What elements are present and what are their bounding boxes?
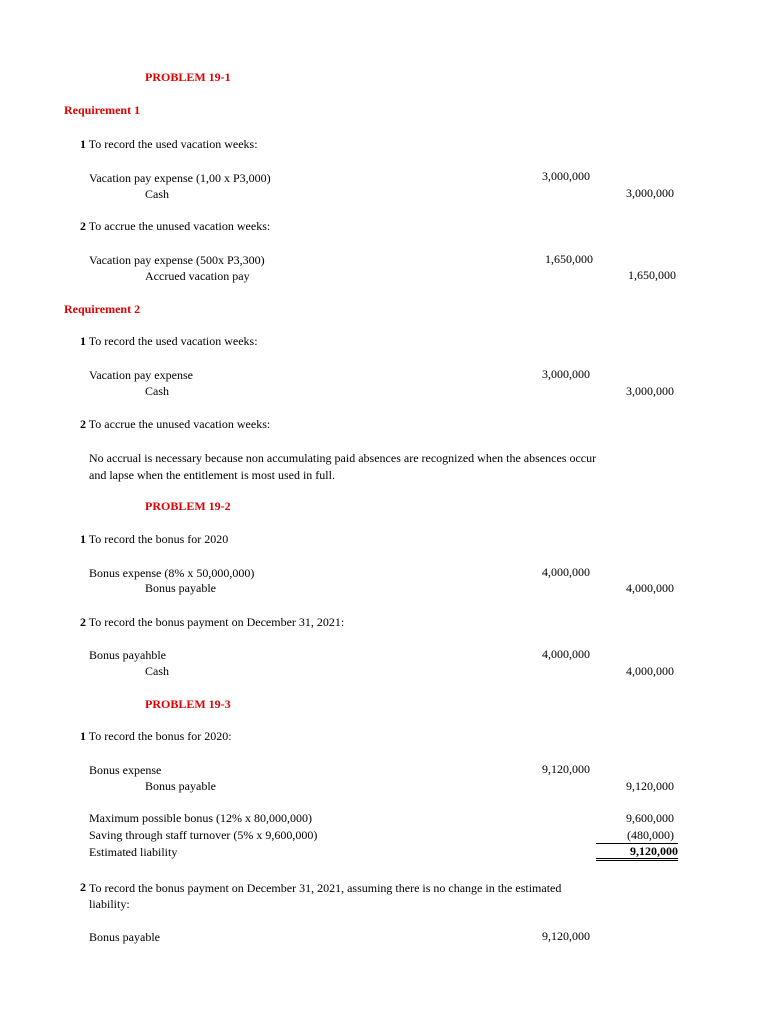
step-number: 2 [80,417,86,431]
credit-amount: 4,000,000 [626,581,674,595]
step-line [80,729,232,743]
step-number: 1 [80,532,86,546]
credit-account: Cash [145,187,169,201]
debit-account: Vacation pay expense (1,00 x P3,000) [89,171,271,185]
credit-account: Cash [145,384,169,398]
step-line [80,219,270,233]
debit-account: Bonus expense [89,763,162,777]
debit-account: Bonus payahble [89,648,166,662]
step-text: To record the bonus for 2020 [88,532,229,546]
step-text: To record the bonus payment on December 31, 2021: [88,615,345,629]
step-line [80,615,344,629]
credit-account: Bonus payable [145,779,216,793]
max-bonus-label: Maximum possible bonus (12% x 80,000,000) [89,811,312,825]
problem-19-3-title: PROBLEM 19-3 [145,697,231,711]
debit-amount: 3,000,000 [542,367,590,381]
step-line [80,137,258,151]
step-number: 1 [80,137,86,151]
step-text: To record the used vacation weeks: [88,137,258,151]
step-line [80,532,228,546]
saving-amount: (480,000) [627,828,674,842]
credit-account: Cash [145,664,169,678]
step-line [80,880,86,894]
credit-amount: 3,000,000 [626,384,674,398]
debit-amount: 4,000,000 [542,565,590,579]
debit-amount: 4,000,000 [542,647,590,661]
step-number: 2 [80,615,86,629]
credit-amount: 4,000,000 [626,664,674,678]
problem-19-1-title: PROBLEM 19-1 [145,70,231,84]
credit-amount: 1,650,000 [628,268,676,282]
credit-account: Bonus payable [145,581,216,595]
problem-19-2-title: PROBLEM 19-2 [145,499,231,513]
estimated-liability-label: Estimated liability [89,845,178,859]
credit-account: Accrued vacation pay [145,269,250,283]
debit-amount: 9,120,000 [542,929,590,943]
step-text: To record the bonus for 2020: [88,729,232,743]
step-text: To accrue the unused vacation weeks: [88,417,271,431]
accrual-note: No accrual is necessary because non accumulating paid absences are recognized when the absences occur and lapse when the entitlement is most used in full. [89,451,597,482]
debit-account: Bonus expense (8% x 50,000,000) [89,566,255,580]
debit-account: Bonus payable [89,930,160,944]
step-number: 2 [80,880,86,894]
step-line [80,417,270,431]
step-number: 1 [80,729,86,743]
step-number: 1 [80,334,86,348]
requirement-1-label: Requirement 1 [64,103,141,117]
step-line [80,334,258,348]
step-text: To record the bonus payment on December 31, 2021, assuming there is no change in the estimated liability: [89,881,562,911]
debit-amount: 3,000,000 [542,169,590,183]
debit-amount: 1,650,000 [545,252,593,266]
step-number: 2 [80,219,86,233]
step-text: To accrue the unused vacation weeks: [88,219,271,233]
debit-amount: 9,120,000 [542,762,590,776]
requirement-2-label: Requirement 2 [64,302,141,316]
debit-account: Vacation pay expense (500x P3,300) [89,253,265,267]
saving-label: Saving through staff turnover (5% x 9,600,000) [89,828,318,842]
credit-amount: 3,000,000 [626,186,674,200]
max-bonus-amount: 9,600,000 [626,811,674,825]
estimated-liability-amount: 9,120,000 [596,843,678,861]
step-text: To record the used vacation weeks: [88,334,258,348]
credit-amount: 9,120,000 [626,779,674,793]
debit-account: Vacation pay expense [89,368,193,382]
